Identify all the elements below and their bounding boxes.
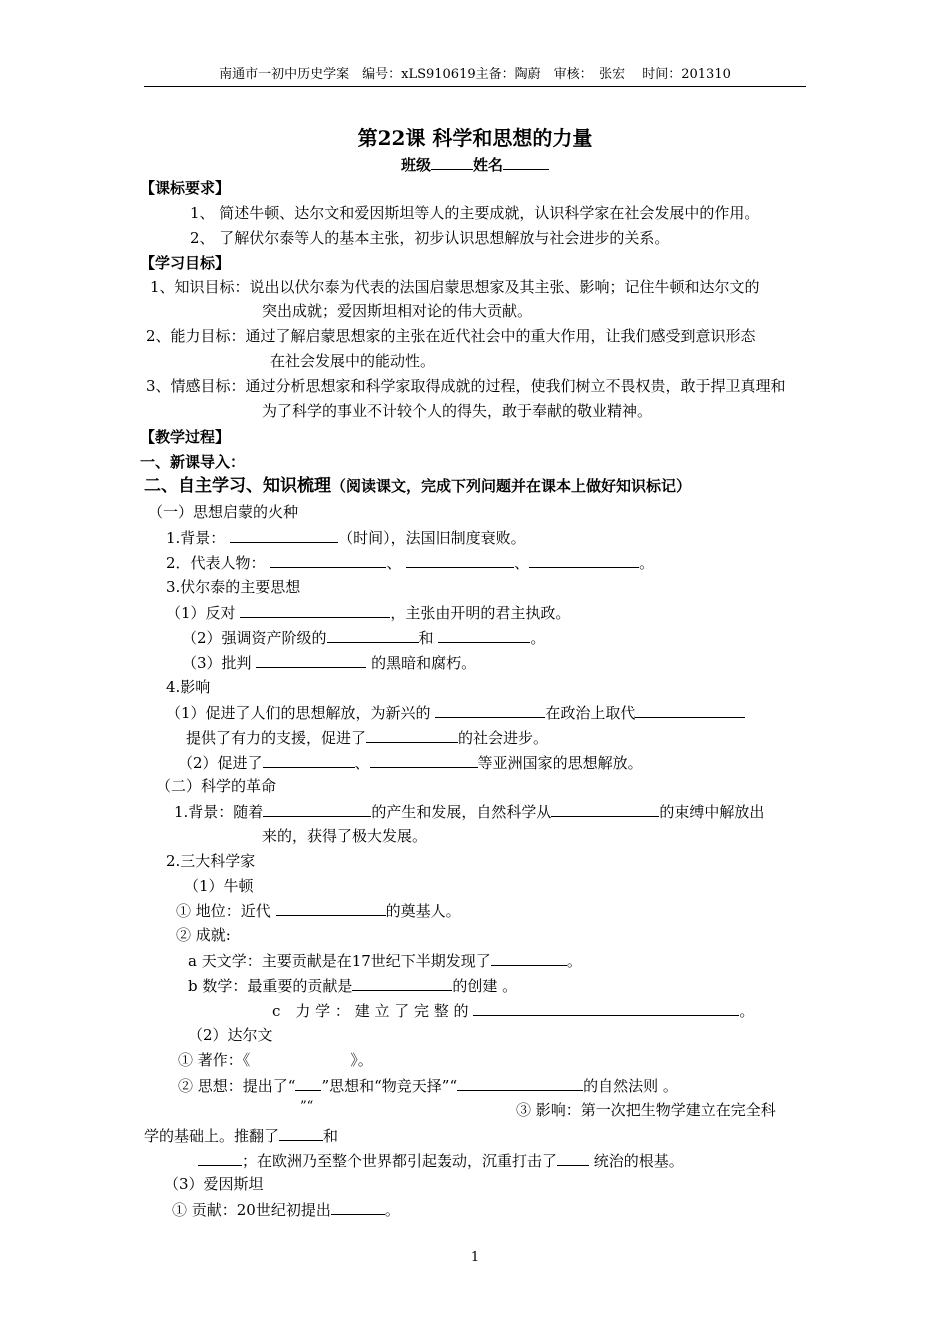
s1-3-2-label: （2）强调资产阶级的 xyxy=(182,629,327,647)
blank-newton-b[interactable] xyxy=(352,975,452,991)
mubiao-3b: 为了科学的事业不计较个人的得失，敢于奉献的敬业精神。 xyxy=(262,402,653,420)
part2-note: （阅读课文，完成下列问题并在课本上做好知识标记） xyxy=(331,477,692,495)
blank-s1-4-2b[interactable] xyxy=(370,752,478,768)
darwin-2-quote: ”“ xyxy=(300,1099,314,1114)
blank-darwin-2b[interactable] xyxy=(457,1075,583,1091)
blank-s1-3-2a[interactable] xyxy=(327,627,419,643)
s1-2-sep2: 、 xyxy=(514,554,530,572)
s1-4-1-line xyxy=(166,702,745,723)
s1-2-line xyxy=(166,552,654,573)
s1-1-tail: （时间），法国旧制度衰败。 xyxy=(338,529,526,547)
darwin-2-mid: ”思想和“物竞天择”“ xyxy=(321,1077,458,1095)
s1-3-heading: 3.伏尔泰的主要思想 xyxy=(166,578,301,596)
darwin-3c-tail: 统治的根基。 xyxy=(593,1152,684,1170)
darwin-2-line xyxy=(178,1075,678,1096)
darwin-2-tail: 的自然法则 。 xyxy=(583,1077,678,1095)
s1-4-1-cont-label: 提供了有力的支援，促进了 xyxy=(186,729,367,747)
s1-3-1-line xyxy=(166,602,570,623)
name-blank[interactable] xyxy=(503,154,549,170)
newton-b-tail: 的创建 。 xyxy=(452,977,518,995)
s2-1-tail: 的束缚中解放出 xyxy=(659,803,765,821)
blank-darwin-3a[interactable] xyxy=(279,1125,323,1141)
newton-c-end: 。 xyxy=(739,1002,755,1020)
darwin-3c-line xyxy=(198,1150,684,1171)
newton-b-label: b 数学：最重要的贡献是 xyxy=(188,977,353,995)
page-header: 南通市一初中历史学案 编号：xLS910619主备：陶蔚 审核： 张宏 时间：201310 xyxy=(144,64,806,87)
darwin-3a: ③ 影响：第一次把生物学建立在完全科 xyxy=(516,1101,776,1119)
s1-1-line xyxy=(166,527,526,548)
blank-s1-3-3[interactable] xyxy=(256,652,366,668)
s1-4-2-label: （2）促进了 xyxy=(178,754,263,772)
blank-newton-c[interactable] xyxy=(473,1000,739,1016)
s1-3-2-and: 和 xyxy=(418,629,434,647)
s1-4-2-sep: 、 xyxy=(354,754,370,772)
s1-3-2-end: 。 xyxy=(530,629,546,647)
darwin-1-line xyxy=(178,1050,373,1070)
s1-4-1-cont-tail: 的社会进步。 xyxy=(458,729,549,747)
newton-1-tail: 的奠基人。 xyxy=(385,902,461,920)
newton-a-end: 。 xyxy=(566,952,582,970)
section-mubiao: 【学习目标】 xyxy=(140,254,231,272)
newton-c-line xyxy=(272,1000,754,1021)
darwin-2-label: ② 思想：提出了“ xyxy=(178,1077,296,1095)
newton-1-line xyxy=(176,900,461,921)
s2-1-cont: 来的，获得了极大发展。 xyxy=(262,827,428,845)
s1-3-1-tail: ，主张由开明的君主执政。 xyxy=(390,604,571,622)
s1-3-3-label: （3）批判 xyxy=(182,654,252,672)
page-number: 1 xyxy=(470,1250,480,1265)
class-label: 班级 xyxy=(400,156,431,174)
blank-s1-4-1a[interactable] xyxy=(435,702,545,718)
s1-3-2-line xyxy=(182,627,545,648)
darwin-1-tail: 》。 xyxy=(350,1051,373,1069)
s1-4-1-mid: 在政治上取代 xyxy=(545,704,636,722)
s1-3-1-label: （1）反对 xyxy=(166,604,236,622)
blank-s1-3-2b[interactable] xyxy=(438,627,530,643)
class-name-line xyxy=(0,154,950,175)
blank-s1-2a[interactable] xyxy=(270,552,386,568)
s2-1-mid: 的产生和发展，自然科学从 xyxy=(371,803,552,821)
blank-s1-3-1[interactable] xyxy=(240,602,390,618)
s1-3-3-line xyxy=(182,652,476,673)
s2-1-label: 1.背景：随着 xyxy=(174,803,264,821)
s2-1-line xyxy=(174,801,764,822)
kebiao-item-1: 1、 简述牛顿、达尔文和爱因斯坦等人的主要成就，认识科学家在社会发展中的作用。 xyxy=(190,204,760,222)
s1-1-label: 1.背景： xyxy=(166,529,226,547)
mubiao-3a: 3、情感目标：通过分析思想家和科学家取得成就的过程，使我们树立不畏权贵，敢于捍卫真理和 xyxy=(146,377,786,395)
newton-a-line xyxy=(188,950,582,971)
newton-a-label: a 天文学：主要贡献是在17世纪下半期发现了 xyxy=(188,952,491,970)
einstein-1-end: 。 xyxy=(384,1201,400,1219)
einstein-1-label: ① 贡献：20世纪初提出 xyxy=(172,1201,331,1219)
blank-darwin-3b[interactable] xyxy=(198,1150,242,1166)
s2-2-heading: 2.三大科学家 xyxy=(166,852,256,870)
blank-s1-2b[interactable] xyxy=(406,552,514,568)
blank-s1-2c[interactable] xyxy=(529,552,639,568)
mubiao-1b: 突出成就；爱因斯坦相对论的伟大贡献。 xyxy=(262,302,533,320)
blank-newton-1[interactable] xyxy=(276,900,386,916)
blank-darwin-2a[interactable] xyxy=(295,1075,321,1091)
darwin-1-label: ① 著作：《 xyxy=(178,1051,251,1069)
darwin-3b-line xyxy=(144,1125,338,1146)
newton-c-label: c 力 学 ： 建 立 了 完 整 的 xyxy=(272,1002,469,1020)
einstein-1-line xyxy=(172,1199,400,1220)
s1-2-end: 。 xyxy=(639,554,655,572)
s2-heading: （二）科学的革命 xyxy=(156,777,277,795)
mubiao-2b: 在社会发展中的能动性。 xyxy=(270,352,436,370)
blank-s2-1a[interactable] xyxy=(263,801,371,817)
section-kebiao: 【课标要求】 xyxy=(140,179,231,197)
blank-newton-a[interactable] xyxy=(491,950,567,966)
s1-4-1-cont xyxy=(186,727,548,748)
mubiao-2a: 2、能力目标：通过了解启蒙思想家的主张在近代社会中的重大作用，让我们感受到意识形态 xyxy=(146,327,756,345)
darwin-3b-label: 学的基础上。推翻了 xyxy=(144,1127,280,1145)
class-blank[interactable] xyxy=(431,154,473,170)
blank-s1-1[interactable] xyxy=(230,527,338,543)
s1-4-heading: 4.影响 xyxy=(166,678,211,696)
darwin-heading: （2）达尔文 xyxy=(188,1026,273,1044)
blank-s1-4-2a[interactable] xyxy=(263,752,355,768)
page-title: 第22课 科学和思想的力量 xyxy=(357,126,593,150)
section-guocheng: 【教学过程】 xyxy=(140,428,231,446)
einstein-heading: （3）爱因斯坦 xyxy=(164,1175,264,1193)
blank-einstein-1[interactable] xyxy=(331,1199,385,1215)
part2-heading xyxy=(144,476,691,496)
blank-s1-4-1b[interactable] xyxy=(635,702,745,718)
darwin-3c-mid: ；在欧洲乃至整个世界都引起轰动，沉重打击了 xyxy=(242,1152,558,1170)
name-label: 姓名 xyxy=(473,156,504,174)
newton-1-label: ① 地位：近代 xyxy=(176,902,271,920)
s1-4-2-tail: 等亚洲国家的思想解放。 xyxy=(477,754,643,772)
part2-main: 二、自主学习、知识梳理 xyxy=(144,476,331,496)
s1-2-label: 2．代表人物： xyxy=(166,554,266,572)
s1-4-1-label: （1）促进了人们的思想解放，为新兴的 xyxy=(166,704,431,722)
mubiao-1a: 1、知识目标：说出以伏尔泰为代表的法国启蒙思想家及其主张、影响；记住牛顿和达尔文的 xyxy=(150,278,760,296)
newton-2-heading: ② 成就: xyxy=(176,926,231,944)
kebiao-item-2: 2、 了解伏尔泰等人的基本主张，初步认识思想解放与社会进步的关系。 xyxy=(190,229,670,247)
part1-heading: 一、新课导入： xyxy=(140,453,246,471)
blank-s1-4-1c[interactable] xyxy=(366,727,458,743)
s1-3-3-tail: 的黑暗和腐朽。 xyxy=(371,654,477,672)
s1-4-2-line xyxy=(178,752,643,773)
s1-heading: （一）思想启蒙的火种 xyxy=(148,503,299,521)
darwin-3b-and: 和 xyxy=(323,1127,339,1145)
blank-darwin-3c[interactable] xyxy=(557,1150,589,1166)
newton-b-line xyxy=(188,975,517,996)
newton-heading: （1）牛顿 xyxy=(184,877,254,895)
s1-2-sep1: 、 xyxy=(386,554,402,572)
blank-s2-1b[interactable] xyxy=(551,801,659,817)
